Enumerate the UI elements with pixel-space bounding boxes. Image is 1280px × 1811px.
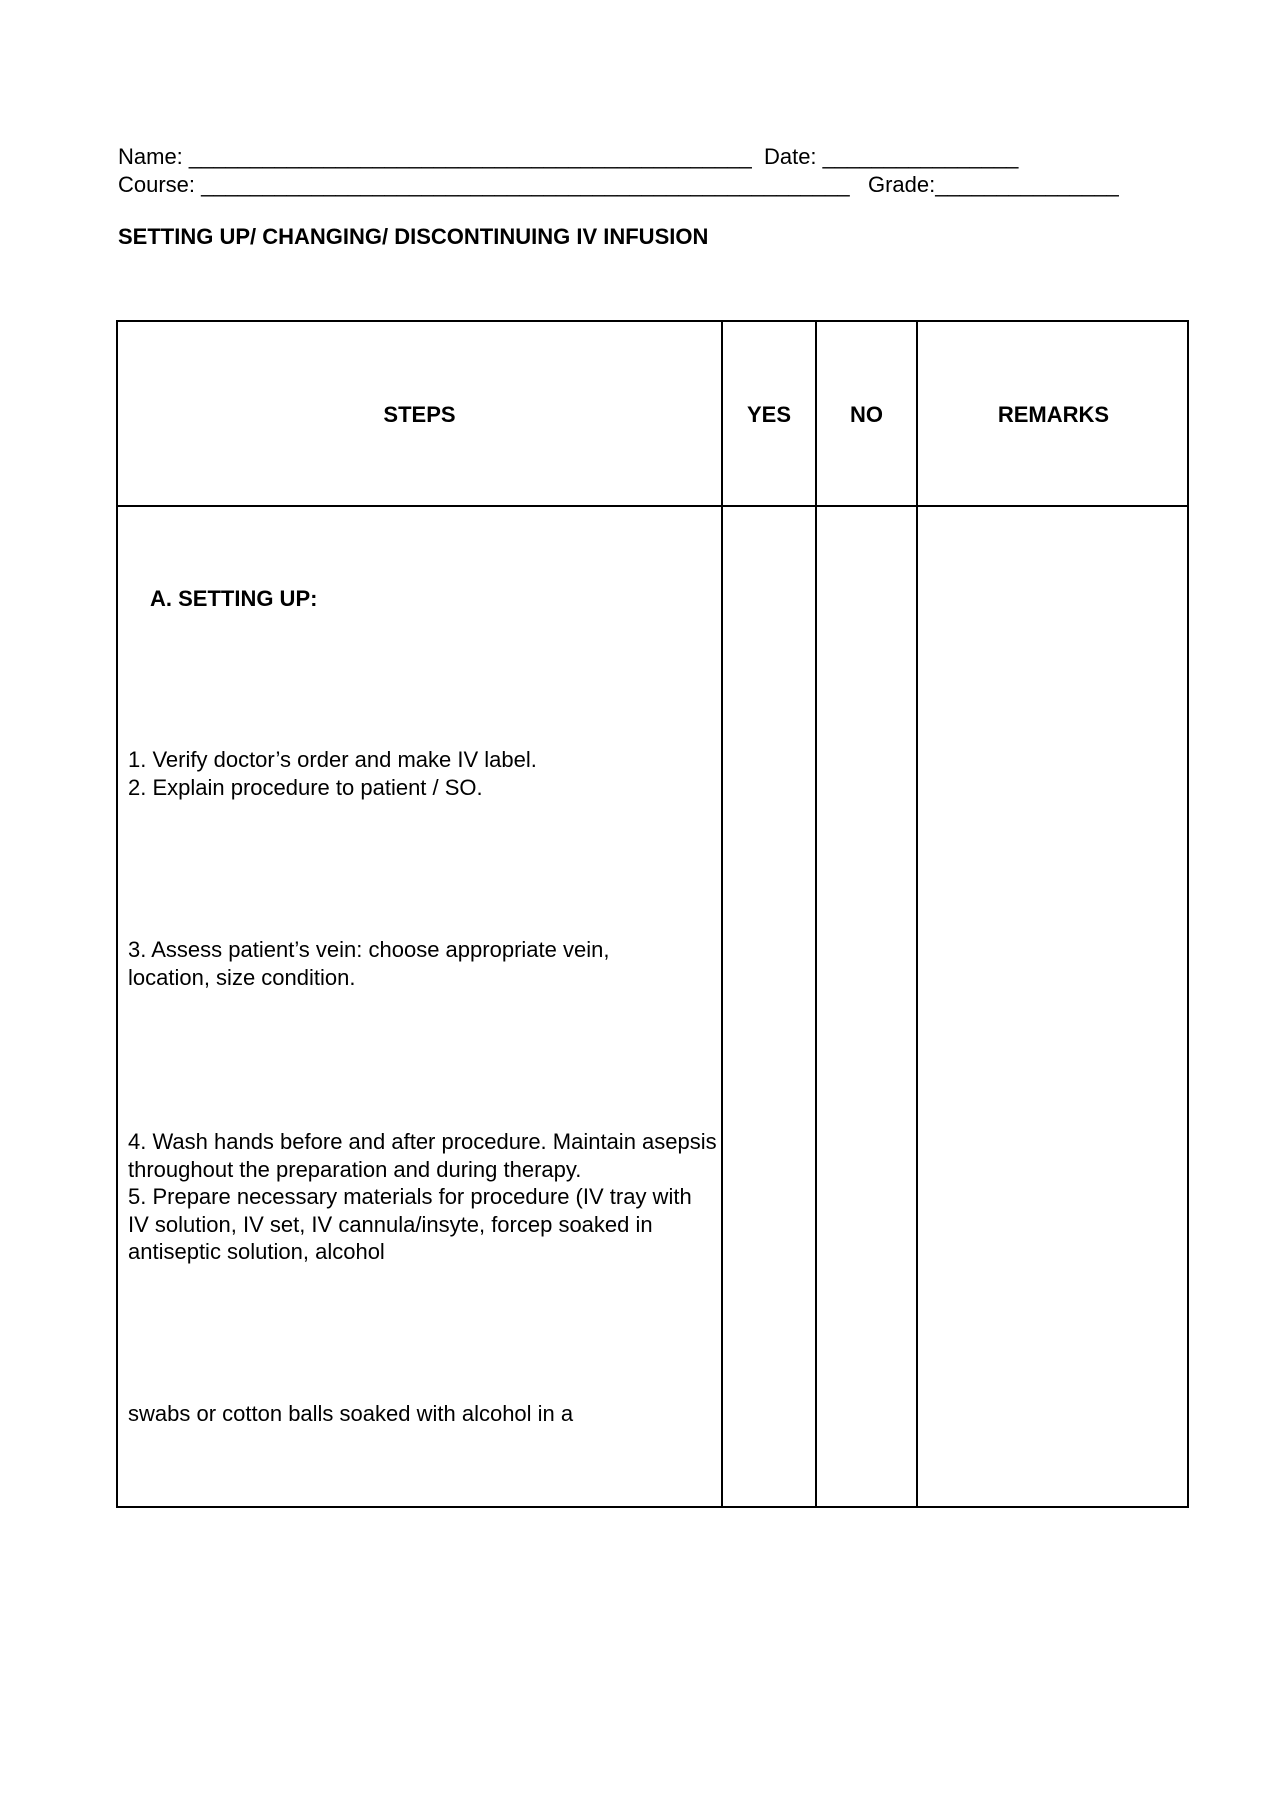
step-item: 1. Verify doctor’s order and make IV label.	[128, 747, 537, 772]
name-date-line: Name: ______________________________________________ Date: ________________	[118, 144, 1019, 169]
section-heading-setting-up: A. SETTING UP:	[150, 586, 318, 611]
divider-steps-yes	[721, 322, 723, 1506]
column-header-remarks: REMARKS	[997, 402, 1110, 427]
divider-yes-no	[815, 322, 817, 1506]
step-item: 4. Wash hands before and after procedure. Maintain asepsis throughout the preparation and during therapy.	[128, 1129, 717, 1182]
checklist-table	[116, 320, 1189, 1508]
column-header-no: NO	[850, 402, 883, 427]
column-header-yes: YES	[746, 402, 792, 427]
header-row-divider	[118, 505, 1187, 507]
divider-no-remarks	[916, 322, 918, 1506]
step-item: 3. Assess patient’s vein: choose appropriate vein, location, size condition.	[128, 937, 610, 990]
step-item: 5. Prepare necessary materials for procedure (IV tray with IV solution, IV set, IV cannula/insyte, forcep soaked in antiseptic solution, alcohol	[128, 1184, 692, 1264]
page-title: SETTING UP/ CHANGING/ DISCONTINUING IV INFUSION	[118, 224, 709, 249]
course-grade-line: Course: _____________________________________________________ Grade:_______________	[118, 172, 1119, 197]
step-item: swabs or cotton balls soaked with alcohol in a	[128, 1401, 574, 1426]
column-header-steps: STEPS	[383, 402, 456, 427]
step-item: 2. Explain procedure to patient / SO.	[128, 775, 483, 800]
